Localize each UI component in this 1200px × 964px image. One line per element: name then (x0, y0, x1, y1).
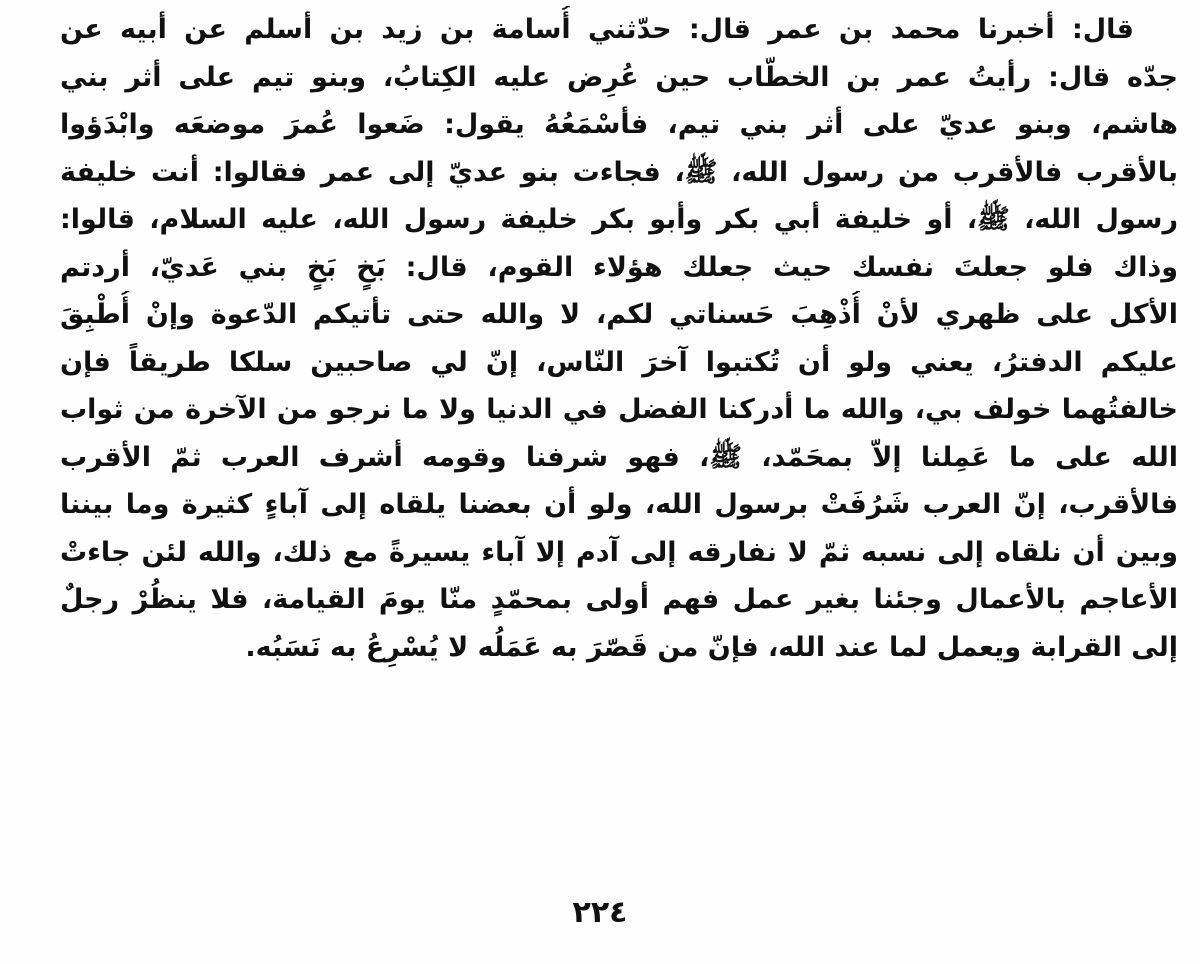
text-line: عليكم الدفترُ، يعني ولو أن تُكتبوا آخرَ النّاس، إنّ لي صاحبين سلكا طريقاً فإن (60, 346, 1178, 378)
text-line: الله على ما عَمِلنا إلاّ بمحَمّد، ﷺ، فهو شرفنا وقومه أشرف العرب ثمّ الأقرب (60, 441, 1178, 473)
text-line: جدّه قال: رأيتُ عمر بن الخطّاب حين عُرِض عليه الكِتابُ، وبنو تيم على أثر بني (60, 61, 1178, 93)
text-line: الأكل على ظهري لأنْ أُذْهِبَ حَسناتي لكم، لا والله حتى تأتيكم الدّعوة وإنْ أُطْبِقَ (60, 299, 1178, 330)
text-line: وذاك فلو جعلتَ نفسك حيث جعلك هؤلاء القوم، قال: بَخٍ بَخٍ بني عَديّ، أردتم (60, 251, 1178, 283)
text-line: الأعاجم بالأعمال وجئنا بغير عمل فهم أولى بمحمّدٍ منّا يومَ القيامة، فلا ينظُرْ رجلٌ (60, 584, 1178, 615)
text-line: بالأقرب فالأقرب من رسول الله، ﷺ، فجاءت بنو عديّ إلى عمر فقالوا: أنت خليفة (60, 156, 1178, 188)
text-line: خالفتُهما خولف بي، والله ما أدركنا الفضل في الدنيا ولا ما نرجو من الآخرة من ثواب (60, 394, 1178, 425)
text-line: فالأقرب، إنّ العرب شَرُفَتْ برسول الله، ولو أن بعضنا يلقاه إلى آباءٍ كثيرة وما بيننا (60, 489, 1178, 520)
text-line: قال: أخبرنا محمد بن عمر قال: حدّثني أُسامة بن زيد بن أسلم عن أبيه عن (60, 14, 1134, 45)
text-line: هاشم، وبنو عديّ على أثر بني تيم، فأسْمَعُهُ يقول: ضَعوا عُمرَ موضعَه وابْدَؤوا (60, 109, 1178, 140)
text-line: إلى القرابة ويعمل لما عند الله، فإنّ من قَصّرَ به عَمَلُه لا يُسْرِعُ به نَسَبُه. (245, 631, 1178, 663)
text-line: رسول الله، ﷺ، أو خليفة أبي بكر وأبو بكر خليفة رسول الله، عليه السلام، قالوا: (60, 204, 1178, 235)
page-number: ٢٢٤ (572, 895, 628, 930)
text-line: وبين أن نلقاه إلى نسبه ثمّ لا نفارقه إلى آدم إلا آباء يسيرةً مع ذلك، والله لئن جاءتْ (60, 536, 1178, 568)
body-text (60, 6, 1178, 671)
